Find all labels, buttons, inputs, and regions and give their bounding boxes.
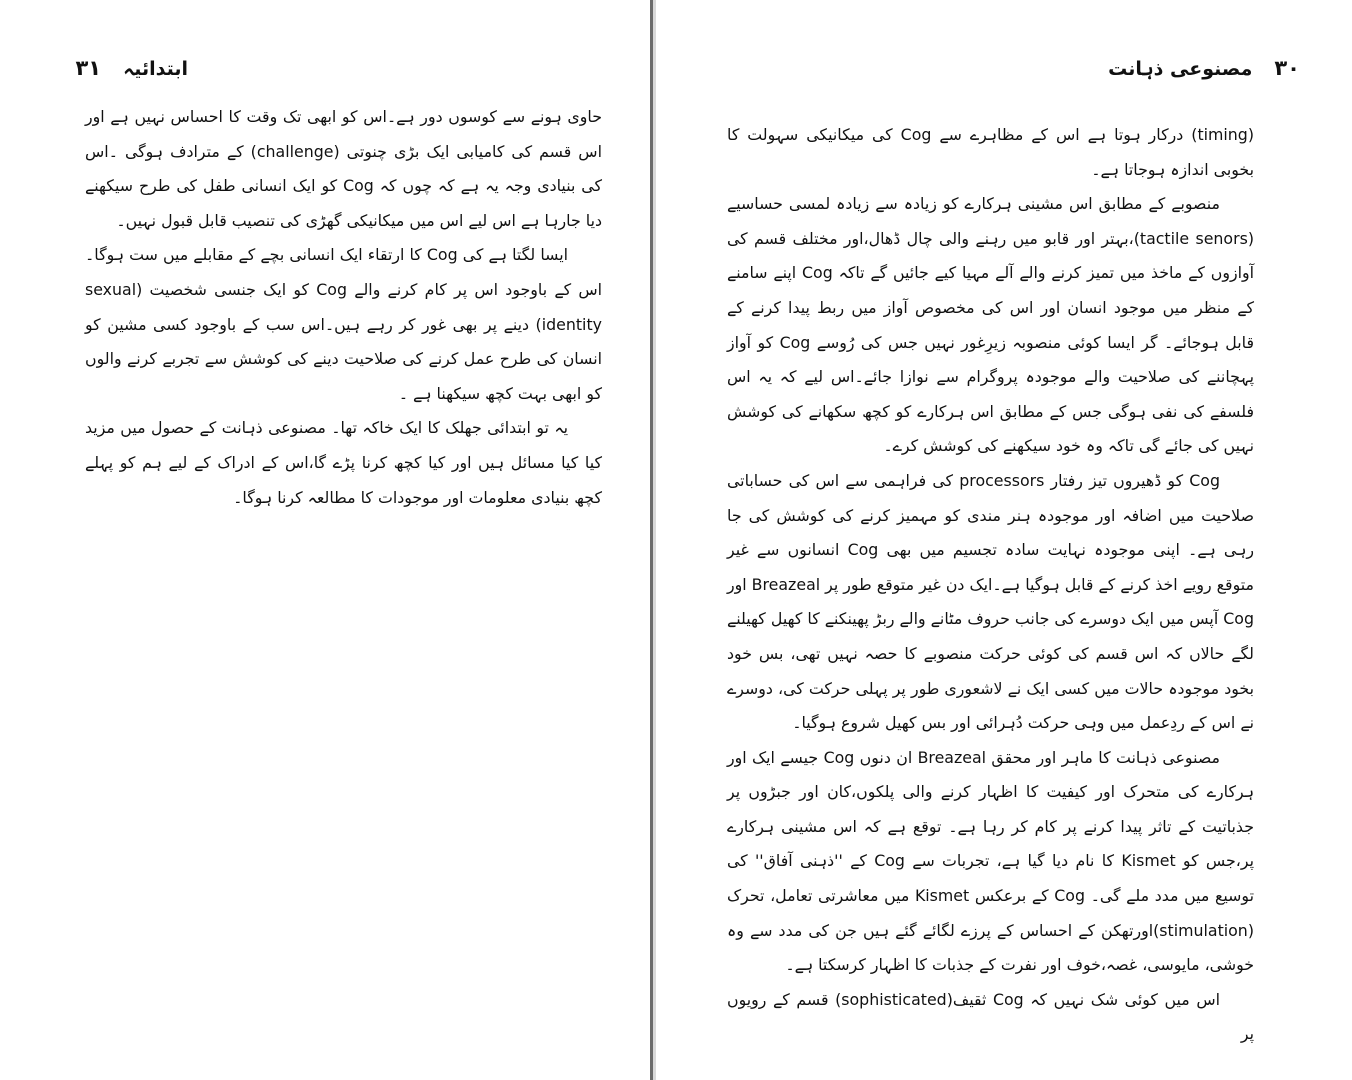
left-running-title: ابتدائیہ xyxy=(123,58,188,80)
right-paragraph-3: Cog کو ڈھیروں تیز رفتار processors کی فراہمی سے اس کی حساباتی صلاحیت میں اضافہ اور موجودہ ہنر مندی کو مہمیز کرنے کی کوشش کی جا رہی ہے۔ اپنی موجودہ نہایت سادہ تجسیم میں بھی Cog انسانوں سے غیر متوقع رویے اخذ کرنے کے قابل ہوگیا ہے۔ایک دن غیر متوقع طور پر Breazeal اور Cog آپس میں ایک دوسرے کی جانب حروف مٹانے والے ربڑ پھینکنے کا کھیل کھیلنے لگے حالاں کہ اس قسم کی کوئی حرکت منصوبے کا حصہ نہیں تھی، بس خود بخود موجودہ حالات میں کسی ایک نے لاشعوری طور پر پہلی حرکت کی، دوسرے نے اس کے ردِعمل میں وہی حرکت دُہرائی اور بس کھیل شروع ہوگیا۔ xyxy=(727,470,1254,733)
right-page xyxy=(655,0,1352,1080)
left-paragraph-3: یہ تو ابتدائی جھلک کا ایک خاکہ تھا۔ مصنوعی ذہانت کے حصول میں مزید کیا کیا مسائل ہیں اور کیا کچھ کرنا پڑے گا،اس کے ادراک کے لیے ہم کو پہلے کچھ بنیادی معلومات اور موجودات کا مطالعہ کرنا ہوگا۔ xyxy=(85,418,602,507)
right-paragraph-5: اس میں کوئی شک نہیں کہ Cog ثقیف(sophisticated) قسم کے رویوں پر xyxy=(727,989,1254,1044)
left-page-header xyxy=(75,56,188,80)
left-paragraph-2: ایسا لگتا ہے کی Cog کا ارتقاء ایک انسانی بچے کے مقابلے میں ست ہوگا۔ اس کے باوجود اس پر کام کرنے والے Cog کو ایک جنسی شخصیت (sexual identity) دینے پر بھی غور کر رہے ہیں۔اس سب کے باوجود کسی مشین کو انسان کی طرح عمل کرنے کی صلاحیت دینے کی کوشش سے تجربے کرنے والوں کو ابھی بہت کچھ سیکھنا ہے ۔ xyxy=(85,245,603,403)
right-paragraph-1: (timing) درکار ہوتا ہے اس کے مظاہرے سے Cog کی میکانیکی سہولت کا بخوبی اندازہ ہوجاتا ہے۔ xyxy=(727,125,1255,179)
right-page-number: ۳۰ xyxy=(1274,56,1300,80)
left-page-number: ۳۱ xyxy=(75,56,102,80)
right-page-header xyxy=(1100,56,1300,80)
right-paragraph-2: منصوبے کے مطابق اس مشینی ہرکارے کو زیادہ سے زیادہ لمسی حساسیے (tactile senors)،بہتر اور قابو میں رہنے والی چال ڈھال،اور مختلف قسم کی آوازوں کے ماخذ میں تمیز کرنے والے آلے مہیا کیے جائیں گے تاکہ Cog اپنے سامنے کے منظر میں موجود انسان اور اس کی مخصوص آواز میں ربط پیدا کرنے کے قابل ہوجائے۔ گر ایسا کوئی منصوبہ زیرِغور نہیں جس کی رُوسے Cog کو آواز پہچاننے کی صلاحیت والے موجودہ پروگرام سے نوازا جائے۔اس لیے کہ یہ اس فلسفے کی نفی ہوگی جس کے مطابق اس ہرکارے کو کچھ سکھانے کی کوشش نہیں کی جائے گی تاکہ وہ خود سیکھنے کی کوشش کرے۔ xyxy=(727,194,1254,456)
left-paragraph-1: حاوی ہونے سے کوسوں دور ہے۔اس کو ابھی تک وقت کا احساس نہیں ہے اور اس قسم کی کامیابی ایک بڑی چنوتی (challenge) کے مترادف ہوگی ۔اس کی بنیادی وجہ یہ ہے کہ چوں کہ Cog کو ایک انسانی طفل کی طرح سیکھنے دیا جارہا ہے اس لیے اس میں میکانیکی گھڑی کی تنصیب قابل قبول نہیں۔ xyxy=(85,107,602,230)
left-page xyxy=(0,0,650,1080)
right-paragraph-4: مصنوعی ذہانت کا ماہر اور محقق Breazeal ان دنوں Cog جیسے ایک اور ہرکارے کی متحرک اور کیفیت کا اظہار کرنے والی پلکوں،کان اور جبڑوں پر جذباتیت کے تاثر پیدا کرنے پر کام کر رہا ہے۔ توقع ہے کہ اس مشینی ہرکارے پر،جس کو Kismet کا نام دیا گیا ہے، تجربات سے Cog کے ''ذہنی آفاق'' کی توسیع میں مدد ملے گی۔ Cog کے برعکس Kismet میں معاشرتی تعامل، تحرک (stimulation)اورتھکن کے احساس کے پرزے لگائے گئے ہیں جن کی مدد سے وہ خوشی، مایوسی، غصہ،خوف اور نفرت کے جذبات کا اظہار کرسکتا ہے۔ xyxy=(727,747,1255,975)
left-page-body xyxy=(85,100,602,515)
right-running-title: مصنوعی ذہانت xyxy=(1108,58,1253,80)
right-page-body xyxy=(727,118,1254,1052)
